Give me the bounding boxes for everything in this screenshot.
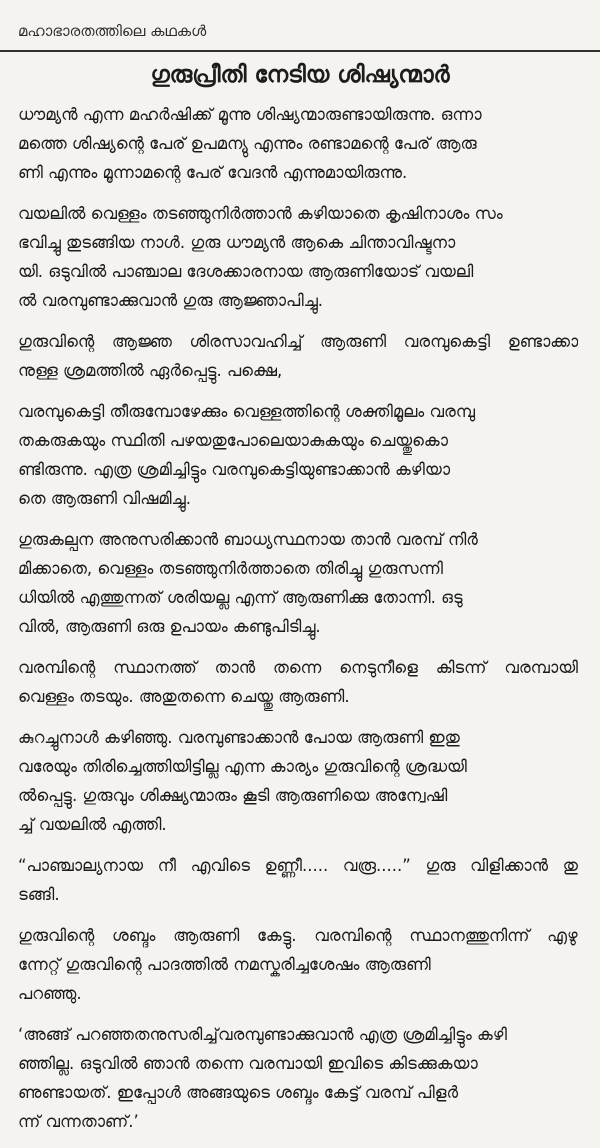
text-line: ണുണ്ടായത്. ഇപ്പോൾ അങ്ങയുടെ ശബ്ദം കേട്ട് വരമ്പ് പിളർ	[18, 1083, 459, 1102]
text-line: വരേയും തിരിച്ചെത്തിയിട്ടില്ല എന്ന കാര്യം ഗുരുവിന്റെ ശ്രദ്ധയി	[18, 757, 467, 776]
text-line: തകരുകയും സ്ഥിതി പഴയതുപോലെയാകുകയും ചെയ്തുകൊ	[18, 431, 448, 450]
text-line: വിൽ, ആരുണി ഒരു ഉപായം കണ്ടുപിടിച്ചു.	[18, 617, 321, 636]
text-line: വെള്ളം തടയും. അതുതന്നെ ചെയ്തു ആരുണി.	[18, 687, 350, 706]
story-paragraph	[18, 653, 578, 711]
text-line: ൽ വരമ്പുണ്ടാക്കുവാൻ ഗുരു ആജ്ഞാപിച്ചു.	[18, 291, 324, 310]
story-paragraph	[18, 100, 578, 187]
story-paragraph	[18, 327, 578, 385]
text-line: ധിയിൽ എത്തുന്നത് ശരിയല്ല എന്ന് ആരുണിക്കു തോന്നി. ഒടു	[18, 588, 463, 607]
running-header: മഹാഭാരതത്തിലെ കഥകൾ	[18, 22, 207, 40]
text-line: “പാഞ്ചാല്യനായ നീ എവിടെ ഉണ്ണീ..... വരൂ.....” ഗുരു വിളിക്കാൻ തു	[18, 856, 578, 875]
text-line: വയലിൽ വെള്ളം തടഞ്ഞുനിർത്താൻ കഴിയാതെ കൃഷിനാശം സം	[18, 204, 503, 223]
text-line: ‘അങ്ങ് പറഞ്ഞതനുസരിച്ച്‌വരമ്പുണ്ടാക്കുവാൻ എത്ര ശ്രമിച്ചിട്ടും കഴി	[18, 1025, 507, 1044]
text-line: ടങ്ങി.	[18, 885, 60, 904]
story-paragraph	[18, 851, 578, 909]
text-line: ഗുരുകല്പന അനുസരിക്കാൻ ബാധ്യസ്ഥനായ താൻ വരമ്പ് നിർ	[18, 530, 478, 549]
text-line: ണ്ടിരുന്നു. എത്ര ശ്രമിച്ചിട്ടും വരമ്പുകെട്ടിയുണ്ടാക്കാൻ കഴിയാ	[18, 460, 451, 479]
text-line: വരമ്പിന്റെ സ്ഥാനത്ത് താൻ തന്നെ നെടുനീളെ കിടന്ന് വരമ്പായി	[18, 658, 578, 677]
story-paragraph	[18, 723, 578, 839]
story-paragraph	[18, 397, 578, 513]
text-line: ച്ച് വയലിൽ എത്തി.	[18, 815, 167, 834]
text-line: ഞ്ഞില്ല. ഒടുവിൽ ഞാൻ തന്നെ വരമ്പായി ഇവിടെ കിടക്കുകയാ	[18, 1054, 478, 1073]
text-line: കുറച്ചുനാൾ കഴിഞ്ഞു. വരമ്പുണ്ടാക്കാൻ പോയ ആരുണി ഇതു	[18, 728, 460, 747]
story-paragraph	[18, 525, 578, 641]
story-paragraph	[18, 921, 578, 1008]
header-rule	[0, 50, 600, 52]
text-line: ന്നേറ്റ് ഗുരുവിന്റെ പാദത്തിൽ നമസ്കരിച്ചശേഷം ആരുണി	[18, 955, 431, 974]
text-line: ഭവിച്ചു തുടങ്ങിയ നാൾ. ഗുരു ധൗമ്യൻ ആകെ ചിന്താവിഷ്ടനാ	[18, 233, 456, 252]
text-line: പറഞ്ഞു.	[18, 984, 82, 1003]
text-line: മത്തെ ശിഷ്യന്റെ പേര് ഉപമന്യു എന്നും രണ്ടാമന്റെ പേര് ആരു	[18, 134, 477, 153]
story-title: ഗുരുപ്രീതി നേടിയ ശിഷ്യന്മാർ	[150, 62, 450, 88]
text-line: യി. ഒടുവിൽ പാഞ്ചാല ദേശക്കാരനായ ആരുണിയോട് വയലി	[18, 262, 474, 281]
text-line: മിക്കാതെ, വെള്ളം തടഞ്ഞുനിർത്താതെ തിരിച്ചു ഗുരുസന്നി	[18, 559, 444, 578]
text-line: തെ ആരുണി വിഷമിച്ചു.	[18, 489, 191, 508]
text-line: ണി എന്നും മൂന്നാമന്റെ പേര് വേദൻ എന്നുമായിരുന്നു.	[18, 163, 408, 182]
text-line: ന്ന് വന്നതാണ്.’	[18, 1112, 139, 1131]
text-line: വരമ്പുകെട്ടി തീരുമ്പോഴേക്കും വെള്ളത്തിന്റെ ശക്തിമൂലം വരമ്പു	[18, 402, 476, 421]
story-paragraph	[18, 199, 578, 315]
text-line: ധൗമ്യൻ എന്ന മഹർഷിക്ക് മൂന്നു ശിഷ്യന്മാരുണ്ടായിരുന്നു. ഒന്നാ	[18, 105, 482, 124]
text-line: ഗുരുവിന്റെ ആജ്ഞ ശിരസാവഹിച്ച് ആരുണി വരമ്പുകെട്ടി ഉണ്ടാക്കാ	[18, 332, 578, 351]
story-paragraph	[18, 1020, 578, 1136]
story-body	[18, 100, 578, 1148]
text-line: ൽപ്പെട്ടു. ഗുരുവും ശിക്ഷ്യന്മാരും കൂടി ആരുണിയെ അന്വേഷി	[18, 786, 448, 805]
text-line: ഗുരുവിന്റെ ശബ്ദം ആരുണി കേട്ടു. വരമ്പിന്റെ സ്ഥാനത്തുനിന്ന് എഴു	[18, 926, 578, 945]
text-line: നുള്ള ശ്രമത്തിൽ ഏർപ്പെട്ടു. പക്ഷെ,	[18, 361, 283, 380]
